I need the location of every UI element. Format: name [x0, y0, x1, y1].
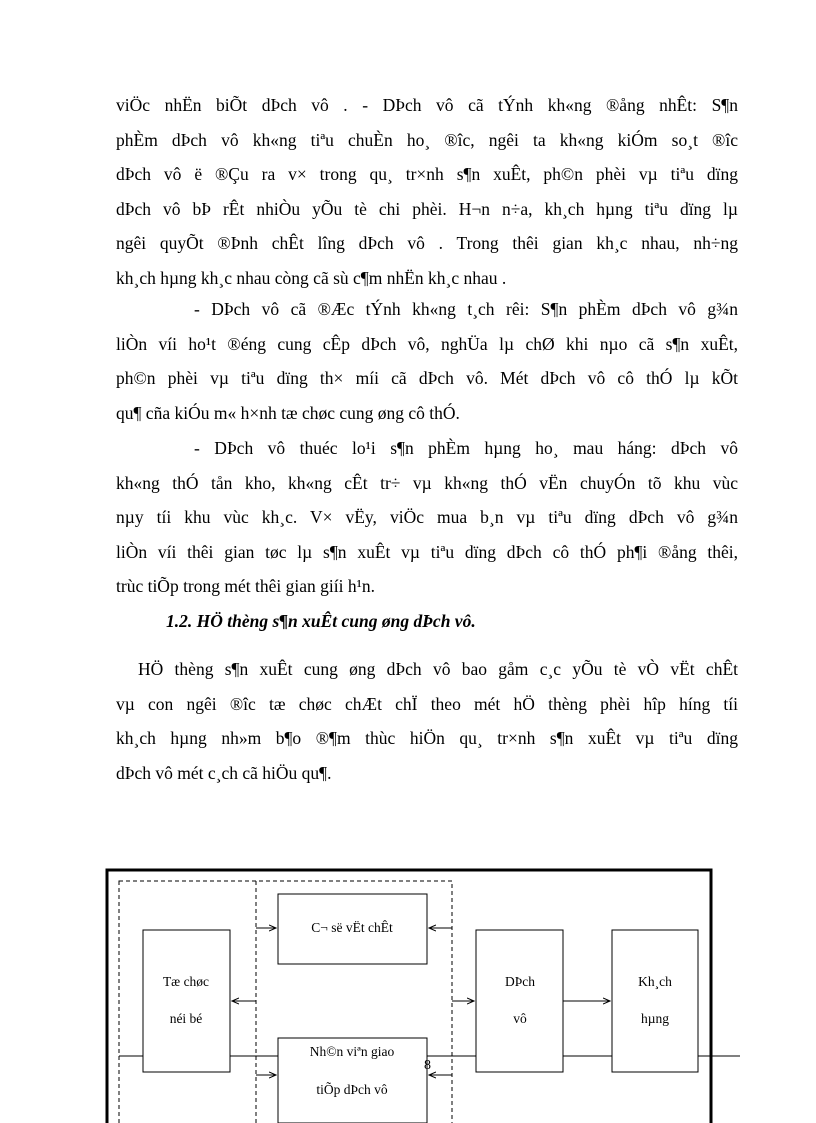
text-line: dÞch vô ë ®Çu ra v× trong qu¸ tr×nh s¶n xuÊt, ph©n phèi vµ tiªu dïng — [116, 164, 738, 185]
text-line: dÞch vô mét c¸ch cã hiÖu qu¶. — [116, 762, 332, 783]
label-co-so: C¬ së vËt chÊt — [311, 920, 393, 935]
text-line: ngêi quyÕt ®Þnh chÊt lîng dÞch vô . Trong thêi gian kh¸c nhau, nh÷ng — [116, 233, 738, 254]
text-line: dÞch vô bÞ rÊt nhiÒu yÕu tè chi phèi. H¬n n÷a, kh¸ch hµng tiªu dïng lµ — [116, 198, 738, 219]
paragraph-3 — [116, 431, 738, 604]
text-line: qu¶ cña kiÓu m« h×nh tæ chøc cung øng cô thÓ. — [116, 402, 460, 423]
text-line: viÖc nhËn biÕt dÞch vô . - DÞch vô cã tÝnh kh«ng ®ång nhÊt: S¶n — [116, 95, 738, 115]
box-khach-hang — [612, 930, 698, 1072]
text-line: - DÞch vô cã ®Æc tÝnh kh«ng t¸ch rêi: S¶n phÈm dÞch vô g¾n — [194, 299, 738, 319]
text-line: vµ con ngêi ®îc tæ chøc chÆt chÏ theo mét hÖ thèng phèi hîp híng tíi — [116, 693, 738, 714]
label-to-chuc-1: Tæ chøc — [162, 974, 210, 989]
section-heading: 1.2. HÖ thèng s¶n xuÊt cung øng dÞch vô. — [166, 611, 476, 631]
text-line: trùc tiÕp trong mét thêi gian giíi h¹n. — [116, 576, 375, 597]
label-dich-vu-1: DÞch — [505, 974, 535, 989]
label-khach-hang-1: Kh¸ch — [638, 974, 672, 989]
label-nhan-vien-2: tiÕp dÞch vô — [316, 1082, 388, 1097]
page-number: 8 — [424, 1058, 431, 1073]
text-line: liÒn víi thêi gian tøc lµ s¶n xuÊt vµ tiªu dïng dÞch cô thÓ ph¶i ®ång thêi, — [116, 541, 738, 562]
text-line: ph©n phèi vµ tiªu dïng th× míi cã dÞch vô. Mét dÞch vô cô thÓ lµ kÕt — [116, 368, 738, 389]
label-dich-vu-2: vô — [513, 1011, 527, 1026]
text-line: kh«ng thÓ tån kho, kh«ng cÊt tr÷ vµ kh«ng thÓ vËn chuyÓn tõ khu vùc — [116, 472, 738, 493]
paragraph-2 — [116, 292, 738, 430]
text-line: kh¸ch hµng nh»m b¶o ®¶m thùc hiÖn qu¸ tr×nh s¶n xuÊt vµ tiªu dïng — [116, 728, 738, 749]
paragraph-1 — [116, 88, 738, 296]
label-khach-hang-2: hµng — [640, 1011, 670, 1026]
text-line: HÖ thèng s¶n xuÊt cung øng dÞch vô bao gåm c¸c yÕu tè vÒ vËt chÊt — [138, 659, 738, 679]
box-to-chuc — [143, 930, 230, 1072]
service-system-diagram — [0, 860, 816, 1123]
text-line: phÈm dÞch vô kh«ng tiªu chuÈn ho¸ ®îc, ngêi ta kh«ng kiÓm so¸t ®îc — [116, 129, 738, 150]
text-line: - DÞch vô thuéc lo¹i s¶n phÈm hµng ho¸ mau háng: dÞch vô — [194, 438, 738, 458]
label-to-chuc-2: néi bé — [169, 1011, 203, 1026]
text-line: kh¸ch hµng kh¸c nhau còng cã sù c¶m nhËn kh¸c nhau . — [116, 267, 507, 288]
paragraph-4 — [116, 652, 738, 790]
label-nhan-vien-1: Nh©n viªn giao — [309, 1044, 395, 1059]
text-line: nµy tíi khu vùc kh¸c. V× vËy, viÖc mua b¸n vµ tiªu dïng dÞch vô g¾n — [116, 507, 738, 528]
box-dich-vu — [476, 930, 563, 1072]
text-line: liÒn víi ho¹t ®éng cung cÊp dÞch vô, nghÜa lµ chØ khi nµo cã s¶n xuÊt, — [116, 333, 738, 354]
